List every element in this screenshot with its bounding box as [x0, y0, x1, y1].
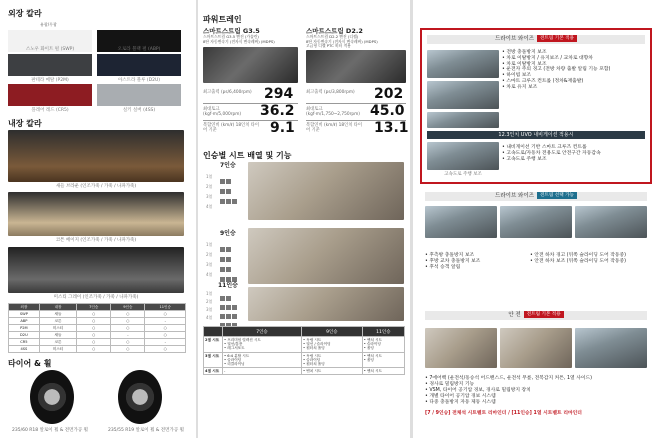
table-row-label: 2열 시트: [204, 337, 223, 353]
adas-photo: [427, 50, 499, 78]
powertrain-title: 파워트레인: [203, 15, 242, 24]
interior-photo-saddle: [8, 130, 184, 182]
table-cell: ○: [145, 346, 186, 353]
table-cell: 새들: [39, 311, 76, 318]
exterior-title: 외장 칼라: [8, 9, 42, 18]
seat-photo-7: [248, 162, 404, 220]
tire-19-icon: [118, 370, 162, 424]
table-cell: ○: [77, 325, 111, 332]
tire-caption: 235/55 R19 알로이 휠 & 전면가공 휠: [108, 428, 184, 433]
table-row: [204, 337, 405, 353]
table-row: [9, 311, 186, 318]
table-cell: 4SS: [9, 346, 40, 353]
table-cell: ABP: [9, 318, 40, 325]
spec-page: [198, 0, 410, 438]
panel-title: 안 전 전트림 기본 적용: [425, 311, 647, 320]
table-cell: ○: [77, 339, 111, 346]
airbag-photo: [500, 328, 572, 368]
seat-photo-9: [248, 228, 404, 284]
table-row: [9, 325, 186, 332]
adas-photo: [427, 112, 499, 128]
spec-label: 최대토크 (kgf·m/1,750~2,750rpm): [306, 107, 360, 117]
table-cell: • 프리미엄 릴렉션 시트 • 열선/통풍 • 레그서포트: [223, 337, 302, 353]
table-cell: ○: [111, 346, 145, 353]
adas-photo: [500, 206, 572, 238]
table-cell: • 벤치 시트: [362, 368, 404, 375]
photo-caption: 고속도로 주행 보조: [444, 172, 482, 177]
spec-value: 202: [374, 86, 404, 102]
table-cell: 미스티: [39, 325, 76, 332]
spec-label: 복합연비 (km/ℓ) 18인치 타이어 기준: [306, 123, 363, 133]
table-cell: -: [145, 339, 186, 346]
adas-photo: [425, 206, 497, 238]
feature-list: • 내비게이션 기반 스마트 크루즈 컨트롤 • 고속도로/자동차 전용도로 안전구간 자동감속 • 고속도로 주행 보조: [502, 145, 647, 162]
seat-config-label: 11인승: [218, 282, 238, 289]
swatch-cr5: [8, 84, 92, 106]
table-header: 7인승: [77, 304, 111, 311]
table-cell: ○: [111, 325, 145, 332]
spec-value: 36.2: [260, 103, 295, 119]
swatch-label: 아스트라 블루 (D2U): [117, 78, 161, 83]
table-cell: -: [111, 332, 145, 339]
engine-name: 스마트스트림 G3.5: [203, 27, 260, 35]
seat-layout-9-icon: [220, 242, 237, 282]
interior-caption: 새들 브라운 (인조가죽 / 가죽 / 나파가죽): [55, 184, 137, 189]
swatch-label: 실키 실버 (4SS): [122, 108, 156, 113]
panel-tag: 전트림 선택 가능: [537, 192, 577, 199]
table-cell: 코튼: [39, 318, 76, 325]
table-cell: • 벤치 시트: [301, 368, 362, 375]
table-cell: ○: [77, 311, 111, 318]
seating-title: 인승별 시트 배열 및 기능: [203, 151, 292, 160]
feature-list: • 7에어백 (운전석/동승석 어드밴스드, 운전석 무릎, 전복감지 커튼, 1열 사이드) • 경사로 밀림방지 기능 • VSM, 타이어 공기압 경보, 경사로 밀림방지 장치 • 개별 타이어 공기압 경보 시스템 • 다중 충돌방지 자동 제동 시스템: [425, 376, 650, 406]
swatch-4ss: [97, 84, 181, 106]
feature-list: • 안전 하차 경고 (뒤쪽 슬라이딩 도어 작동중) • 안전 하차 보조 (뒤쪽 슬라이딩 도어 작동중): [530, 253, 650, 265]
table-cell: P2M: [9, 325, 40, 332]
vehicle-photo: [575, 328, 647, 368]
engine-photo: [203, 47, 298, 83]
swatch-label: 오로라 블랙 펄 (ABP): [117, 47, 161, 52]
table-row: [9, 339, 186, 346]
seat-layout-11-icon: [220, 292, 237, 328]
spec-value: 45.0: [370, 103, 405, 119]
airbag-photo: [425, 328, 497, 368]
panel-title: 드라이브 와이즈 전트림 선택 가능: [425, 192, 647, 201]
table-cell: • 독립 시트 • 슬라이딩 • 원터치 폴딩: [301, 352, 362, 368]
spec-value: 9.1: [270, 120, 295, 136]
table-cell: ○: [111, 311, 145, 318]
tire-18-icon: [30, 370, 74, 424]
adas-photo: [575, 206, 647, 238]
table-cell: ○: [77, 346, 111, 353]
color-combination-table: [8, 303, 186, 353]
interior-caption: 코튼 베이지 (인조가죽 / 가죽 / 나파가죽): [55, 238, 137, 243]
engine-photo: [306, 50, 406, 83]
seat-row-labels: 1열 2열 3열 4열: [206, 291, 213, 320]
drive-wise-basic-panel: [420, 28, 652, 184]
seat-row-labels: 1열 2열 3열 4열: [206, 174, 213, 209]
table-cell: ○: [145, 332, 186, 339]
table-header: [204, 327, 223, 337]
table-cell: ○: [77, 332, 111, 339]
engine-bullets: 스마트스트림 G3.5 엔진 (가솔린) 8단 자동변속기 (전자식 변속레버) (MDPS): [203, 34, 275, 44]
table-header: 9인승: [111, 304, 145, 311]
table-cell: • 벤치 시트 • 폴딩: [362, 352, 404, 368]
seat-config-label: 7인승: [220, 162, 236, 169]
seat-layout-7-icon: [220, 174, 237, 204]
spec-label: 최고출력 (ps/6,400rpm): [203, 90, 252, 95]
seat-photo-11: [248, 287, 404, 321]
panel-tag: 전트림 기본 적용: [524, 311, 564, 318]
safety-page: [413, 0, 658, 438]
seat-config-label: 9인승: [220, 230, 236, 237]
swatch-note: 유광/무광: [40, 22, 57, 27]
table-cell: 미스티: [39, 346, 76, 353]
interior-title: 내장 칼라: [8, 119, 42, 128]
tires-title: 타이어 & 휠: [8, 359, 52, 368]
table-cell: • 6:4 분할 시트 • 슬라이딩 • 리클라이닝: [223, 352, 302, 368]
swatch-label: 플레어 레드 (CR5): [31, 108, 69, 113]
engine-name: 스마트스트림 D2.2: [306, 27, 363, 35]
table-cell: D2U: [9, 332, 40, 339]
table-row: [204, 368, 405, 375]
seat-function-table: [203, 326, 405, 375]
table-cell: ○: [111, 318, 145, 325]
table-header: 11인승: [145, 304, 186, 311]
table-header: 내장: [39, 304, 76, 311]
table-header: 11인승: [362, 327, 404, 337]
table-cell: 새들: [39, 332, 76, 339]
table-row-label: 3열 시트: [204, 352, 223, 368]
spec-value: 294: [264, 86, 294, 102]
table-cell: -: [223, 368, 302, 375]
seat-row-labels: 1열 2열 3열 4열: [206, 242, 213, 277]
table-row: [204, 352, 405, 368]
swatch-d2u: [97, 54, 181, 76]
table-cell: • 벤치 시트 • 슬라이딩 • 폴딩: [362, 337, 404, 353]
swatch-p2m: [8, 54, 92, 76]
interior-caption: 미스티 그레이 (인조가죽 / 가죽 / 나파가죽): [53, 295, 139, 300]
feature-list: • 후측방 충돌방지 보조 • 후방 교차 충돌방지 보조 • 후석 승객 알림: [425, 253, 525, 270]
table-cell: -: [145, 318, 186, 325]
table-cell: CR5: [9, 339, 40, 346]
spec-label: 최대토크 (kgf·m/5,000rpm): [203, 107, 242, 117]
table-cell: SWP: [9, 311, 40, 318]
table-header: 외장: [9, 304, 40, 311]
spec-label: 복합연비 (km/ℓ) 18인치 타이어 기준: [203, 123, 260, 133]
table-cell: 코튼: [39, 339, 76, 346]
table-cell: ○: [77, 318, 111, 325]
table-row: [9, 346, 186, 353]
table-row: [9, 318, 186, 325]
table-cell: ○: [111, 339, 145, 346]
table-cell: ○: [145, 311, 186, 318]
interior-photo-cotton: [8, 192, 184, 236]
color-page: [0, 0, 196, 438]
adas-photo: [427, 81, 499, 109]
feature-list: • 전방 충돌방지 보조 • 차로 이탈방지 / 유지보조 / 교차로 대향차 • 차로 이탈방지 보조 • 운전자 주의 경고 (전방 차량 출발 알림 기능 포함) • 하이빔 보조 • 스마트 크루즈 컨트롤 (정차&재출발) • 차로 유지 보조: [502, 50, 647, 91]
safety-panel: [420, 306, 652, 436]
spec-label: 최고출력 (ps/3,800rpm): [306, 90, 355, 95]
panel-title: 드라이브 와이즈 전트림 기본 적용: [427, 35, 645, 44]
interior-photo-misty: [8, 247, 184, 293]
tire-caption: 235/60 R18 알로이 휠 & 전면가공 휠: [12, 428, 88, 433]
table-cell: • 독립 시트 • 열선 / 슬라이딩 • 원터치 폴딩: [301, 337, 362, 353]
swatch-label: 판테라 메탈 (P2M): [31, 78, 69, 83]
seatbelt-note: [7 / 9인승] 전체석 시트벨트 리마인더 / [11인승] 1열 시트벨트 리마인더: [425, 411, 582, 416]
table-header: 7인승: [223, 327, 302, 337]
table-header: 9인승: [301, 327, 362, 337]
panel-tag: 전트림 기본 적용: [537, 35, 577, 42]
table-cell: ○: [145, 325, 186, 332]
navigation-strip: 12.3인치 UVO 내비게이션 적용시: [427, 131, 645, 139]
spec-value: 13.1: [374, 120, 409, 136]
drive-wise-option-panel: [420, 190, 652, 292]
adas-photo: [427, 142, 499, 170]
swatch-label: 스노우 화이트 펄 (SWP): [25, 47, 75, 52]
engine-bullets: 스마트스트림 D2.2 엔진 (디젤) 8단 자동변속기 (전자식 변속레버) (MDPS) 고급형 디젤 PTC 히터 적용: [306, 34, 378, 49]
table-row-label: 4열 시트: [204, 368, 223, 375]
table-row: [9, 332, 186, 339]
